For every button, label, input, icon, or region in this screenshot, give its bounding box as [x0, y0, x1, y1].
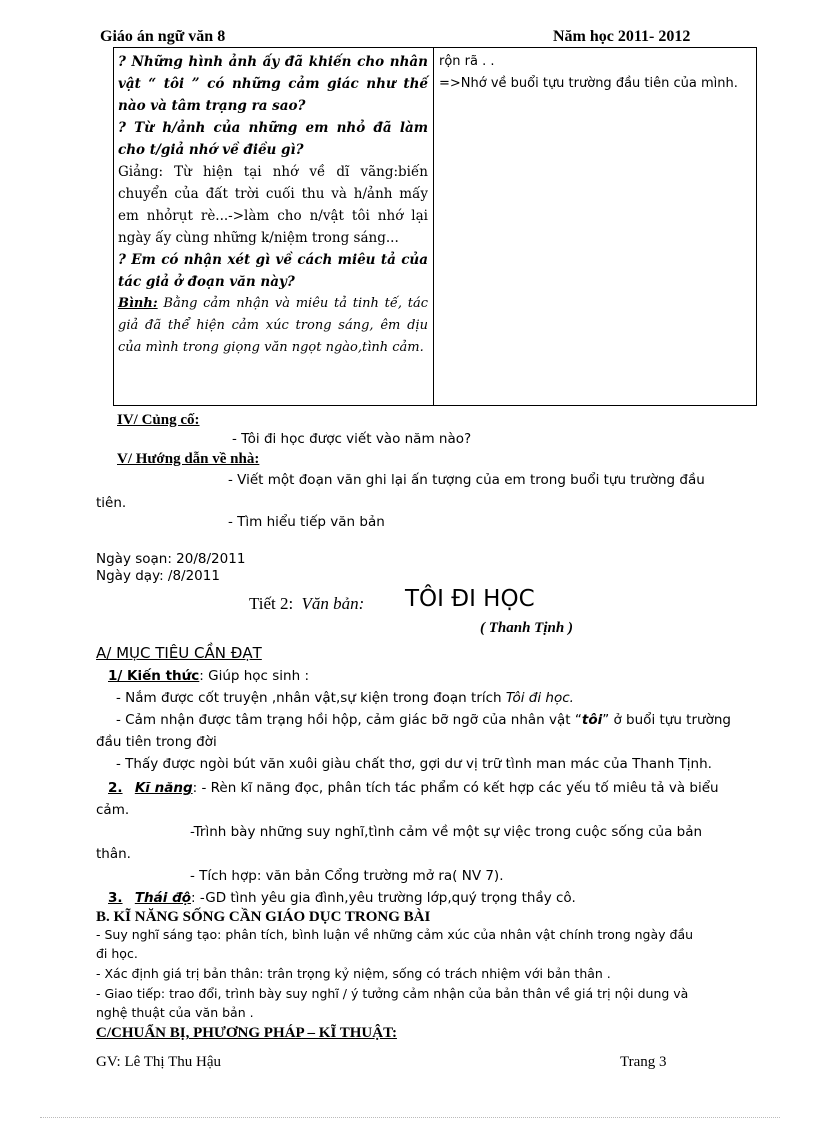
- question-3: ? Em có nhận xét gì về cách miêu tả của tác giả ở đoạn văn này?: [118, 252, 428, 290]
- cungco-heading: IV/ Củng cố:: [117, 412, 200, 428]
- footer-teacher: GV: Lê Thị Thu Hậu: [96, 1054, 221, 1070]
- binh-text: Bằng cảm nhận và miêu tả tinh tế, tác giả đã thể hiện cảm xúc trong sáng, êm dịu của mình trong giọng văn ngọt ngào,tình cảm.: [118, 296, 428, 355]
- header-title: Giáo án ngữ văn 8: [100, 28, 226, 45]
- kienthuc-text: : Giúp học sinh :: [199, 668, 309, 684]
- kienthuc-item-1-italic: Tôi đi học.: [505, 690, 574, 706]
- footer-page-number: Trang 3: [620, 1054, 667, 1070]
- kinang-text: : - Rèn kĩ năng đọc, phân tích tác phẩm có kết hợp các yếu tố miêu tả và biểu: [192, 780, 719, 796]
- kinang-cont: cảm.: [96, 802, 130, 818]
- kinang-line: [108, 780, 719, 796]
- kienthuc-item-2-bold: tôi: [581, 712, 603, 728]
- right-line-2: =>Nhớ về buổi tựu trường đầu tiên của mình.: [439, 76, 738, 91]
- binh-paragraph: [118, 293, 428, 359]
- huongdan-item-2: - Tìm hiểu tiếp văn bản: [228, 514, 385, 530]
- section-a-heading: A/ MỤC TIÊU CẦN ĐẠT: [96, 644, 262, 662]
- thaido-text: : -GD tình yêu gia đình,yêu trường lớp,quý trọng thầy cô.: [191, 890, 576, 906]
- kienthuc-item-1: [116, 690, 574, 706]
- header-school-year: Năm học 2011- 2012: [553, 28, 691, 45]
- lesson-title: TÔI ĐI HỌC: [405, 586, 535, 612]
- thaido-num: 3.: [108, 890, 123, 906]
- kienthuc-item-2-text: - Cảm nhận được tâm trạng hồi hộp, cảm giác bỡ ngỡ của nhân vật “: [116, 712, 582, 728]
- kinang-item-2: -Trình bày những suy nghĩ,tình cảm về một sự việc trong cuộc sống của bản: [190, 824, 703, 840]
- section-b-item-2: - Xác định giá trị bản thân: trân trọng kỷ niệm, sống có trách nhiệm với bản thân .: [96, 966, 611, 981]
- tiet-label: Tiết 2:: [249, 594, 294, 613]
- section-c-heading: C/CHUẨN BỊ, PHƯƠNG PHÁP – KĨ THUẬT:: [96, 1025, 397, 1041]
- lesson-heading: [249, 594, 364, 614]
- kinang-label: Kĩ năng: [134, 780, 193, 796]
- lesson-table: [113, 47, 757, 406]
- kinang-item-2-cont: thân.: [96, 846, 131, 862]
- huongdan-heading: V/ Hướng dẫn về nhà:: [117, 451, 260, 467]
- kinang-num: 2.: [108, 780, 123, 796]
- question-1: ? Những hình ảnh ấy đã khiến cho nhân vật “ tôi ” có những cảm giác như thế nào và tâm trạng ra sao?: [118, 54, 428, 114]
- kienthuc-item-3: - Thấy được ngòi bút văn xuôi giàu chất thơ, gợi dư vị trữ tình man mác của Thanh Tịnh.: [116, 756, 712, 772]
- ngay-day: Ngày dạy: /8/2011: [96, 568, 220, 584]
- table-right-cell: [439, 51, 754, 95]
- kienthuc-item-2-end: ” ở buổi tựu trường: [602, 712, 731, 728]
- cungco-item: - Tôi đi học được viết vào năm nào?: [232, 431, 472, 447]
- section-b-heading: B. KĨ NĂNG SỐNG CẦN GIÁO DỤC TRONG BÀI: [96, 909, 431, 925]
- kienthuc-label: 1/ Kiến thức: [108, 668, 200, 684]
- page-bottom-divider: [40, 1117, 780, 1118]
- vanban-label: Văn bản:: [301, 594, 365, 613]
- huongdan-item-1-cont: tiên.: [96, 495, 127, 511]
- thaido-line: [108, 890, 576, 906]
- table-divider: [433, 48, 434, 405]
- section-b-item-3: - Giao tiếp: trao đổi, trình bày suy nghĩ / ý tưởng cảm nhận của bản thân về giá trị nội dung và: [96, 986, 689, 1001]
- kinang-item-3: - Tích hợp: văn bản Cổng trường mở ra( NV 7).: [190, 868, 504, 884]
- section-b-item-3-cont: nghệ thuật của văn bản .: [96, 1005, 254, 1020]
- right-line-1: rộn rã . .: [439, 54, 495, 69]
- section-b-item-1: - Suy nghĩ sáng tạo: phân tích, bình luận về những cảm xúc của nhân vật chính trong ngày đầu: [96, 927, 694, 942]
- lesson-author: ( Thanh Tịnh ): [480, 620, 573, 636]
- thaido-label: Thái độ: [134, 890, 192, 906]
- huongdan-item-1: - Viết một đoạn văn ghi lại ấn tượng của em trong buổi tựu trường đầu: [228, 472, 705, 488]
- ngay-soan: Ngày soạn: 20/8/2011: [96, 551, 246, 567]
- kienthuc-item-2-cont: đầu tiên trong đời: [96, 734, 217, 750]
- table-left-cell: [118, 51, 428, 359]
- binh-label: Bình:: [118, 296, 158, 311]
- question-2: ? Từ h/ảnh của những em nhỏ đã làm cho t/giả nhớ về điều gì?: [118, 120, 428, 158]
- kienthuc-item-2: [116, 712, 731, 728]
- kienthuc-line: [108, 668, 309, 684]
- section-b-item-1-cont: đi học.: [96, 946, 138, 961]
- giang-text: Giảng: Từ hiện tại nhớ về dĩ vãng:biến chuyển của đất trời cuối thu và h/ảnh mấy em nhỏrụt rè...->làm cho n/vật tôi nhớ lại ngày ấy cùng những k/niệm trong sáng...: [118, 164, 428, 246]
- kienthuc-item-1-text: - Nắm được cốt truyện ,nhân vật,sự kiện trong đoạn trích: [116, 690, 506, 706]
